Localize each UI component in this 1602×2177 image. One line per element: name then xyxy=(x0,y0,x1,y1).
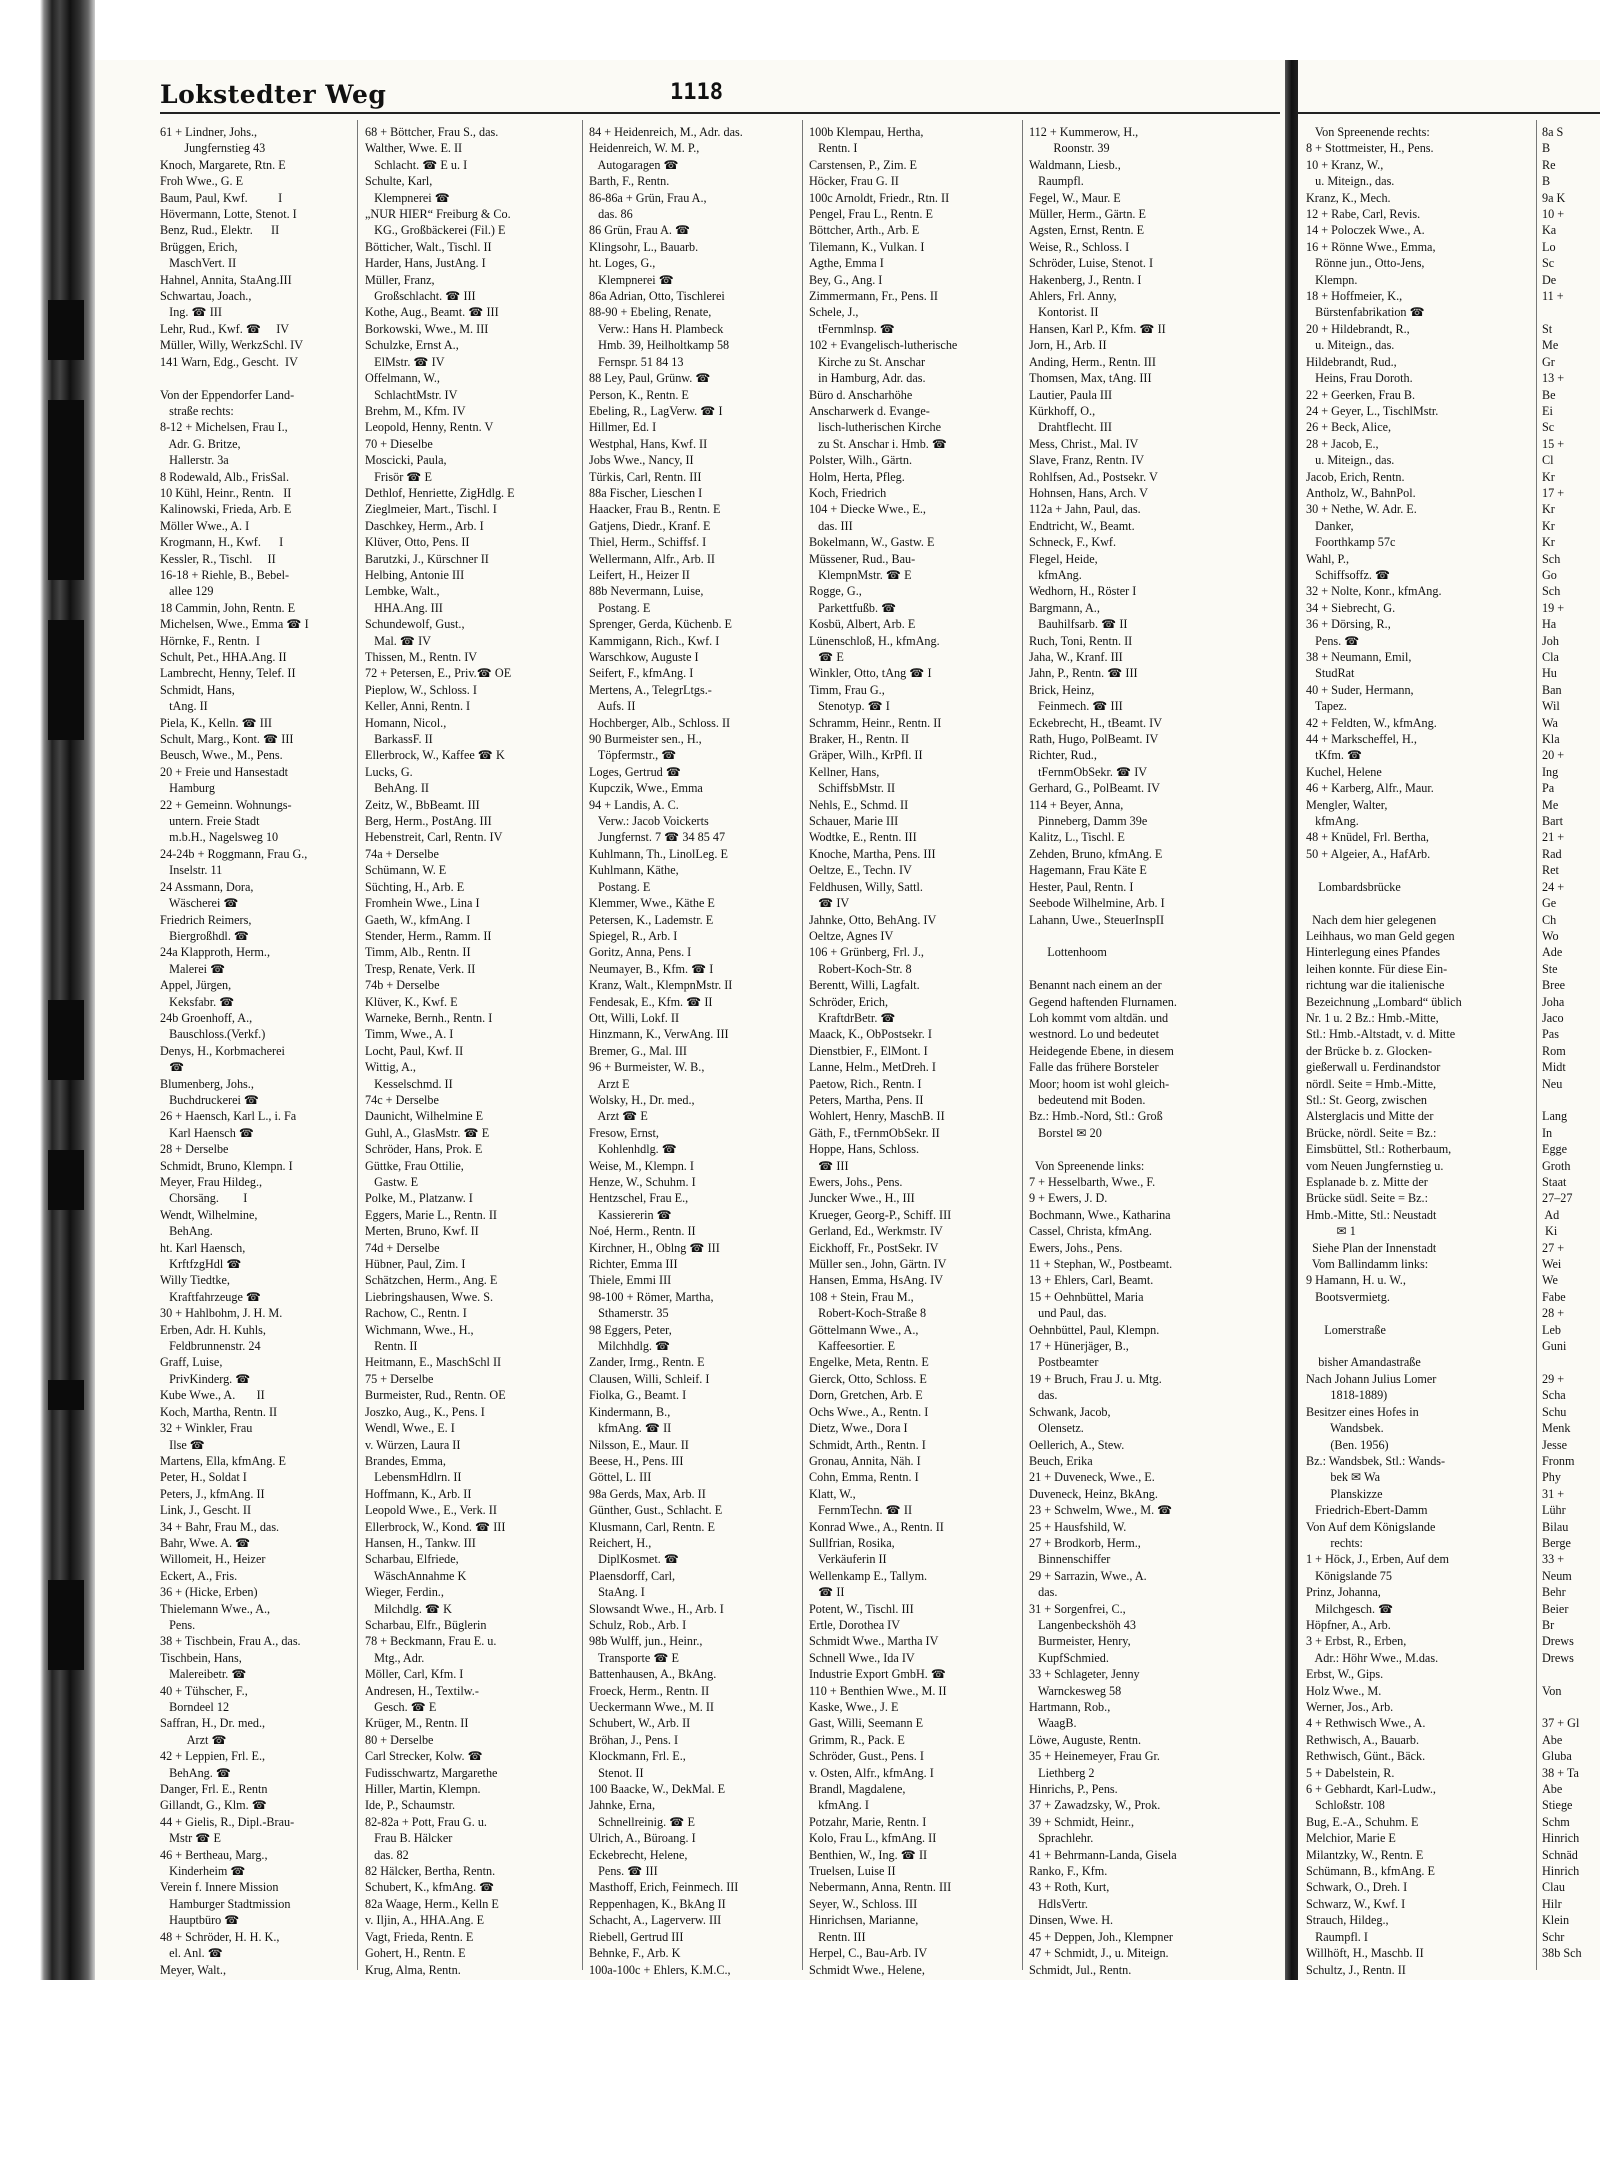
directory-column-4: 100b Klempau, Hertha, Rentn. I Carstensen, P., Zim. E Höcker, Frau G. II 100c Arnoldt, Friedr., Rtn. II Pengel, Frau L., Rentn. E Böttcher, Arth., Arb. E Tilemann, K., Vulkan. I Agthe, Emma I Bey, G., Ang. I Zimmermann, Fr., Pens. II Schele, J., tFernmlnsp. ☎ 102 + Evangelisch-lutherische Kirche zu St. Anschar in Hamburg, Adr. das. Büro d. Anscharhöhe Anscharwerk d. Evange- lisch-lutherischen Kirche zu St. Anschar i. Hmb. ☎ Polster, Wilh., Gärtn. Holm, Herta, Pfleg. Koch, Friedrich 104 + Diecke Wwe., E., das. III Bokelmann, W., Gastw. E Müssener, Rud., Bau- KlempnMstr. ☎ E Rogge, G., Parkettfußb. ☎ Kosbü, Albert, Arb. E Lünenschloß, H., kfmAng. ☎ E Winkler, Otto, tAng ☎ I Timm, Frau G., Stenotyp. ☎ I Schramm, Heinr., Rentn. II Braker, H., Rentn. II Gräper, Wilh., KrPfl. II Kellner, Hans, SchiffsbMstr. II Nehls, E., Schmd. II Schauer, Marie III Wodtke, E., Rentn. III Knoche, Martha, Pens. III Oeltze, E., Techn. IV Feldhusen, Willy, Sattl. ☎ IV Jahnke, Otto, BehAng. IV Oeltze, Agnes IV 106 + Grünberg, Frl. J., Robert-Koch-Str. 8 Berentt, Willi, Lagfalt. Schröder, Erich, KraftdrBetr. ☎ Maack, K., ObPostsekr. I Dienstbier, F., ElMont. I Lanne, Helm., MetDreh. I Paetow, Rich., Rentn. I Peters, Martha, Pens. II Wohlert, Henry, MaschB. II Gäth, F., tFernmObSekr. II Hoppe, Hans, Schloss. ☎ III Ewers, Johs., Pens. Juncker Wwe., H., III Krueger, Georg-P., Schiff. III Gerland, Ed., Werkmstr. IV Eickhoff, Fr., PostSekr. IV Müller sen., John, Gärtn. IV Hansen, Emma, HsAng. IV 108 + Stein, Frau M., Robert-Koch-Straße 8 Göttelmann Wwe., A., Kaffeesortier. E Engelke, Meta, Rentn. E Gierck, Otto, Schloss. E Dorn, Gretchen, Arb. E Ochs Wwe., A., Rentn. I Dietz, Wwe., Dora I Schmidt, Arth., Rentn. I Gronau, Annita, Näh. I Cohn, Emma, Rentn. I Klatt, W., FernmTechn. ☎ II Konrad Wwe., A., Rentn. II Sullfrian, Rosika, Verkäuferin II Wellenkamp E., Tallym. ☎ II Potent, W., Tischl. III Ertle, Dorothea IV Schmidt Wwe., Martha IV Schnell Wwe., Ida IV Industrie Export GmbH. ☎ 110 + Benthien Wwe., M. II Kaske, Wwe., J. E Gast, Willi, Seemann E Grimm, R., Pack. E Schröder, Gust., Pens. I v. Osten, Alfr., kfmAng. I Brandl, Magdalene, kfmAng. I Potzahr, Marie, Rentn. I Kolo, Frau L., kfmAng. II Benthien, W., Ing. ☎ II Truelsen, Luise II Nebermann, Anna, Rentn. III Seyer, W., Schloss. III Hinrichsen, Marianne, Rentn. III Herpel, C., Bau-Arb. IV Schmidt Wwe., Helene, xyxy=(809,125,958,1977)
binding-mark xyxy=(48,620,84,740)
facing-page xyxy=(1298,60,1600,1980)
directory-column-5: 112 + Kummerow, H., Roonstr. 39 Waldmann, Liesb., Raumpfl. Fegel, W., Maur. E Müller, Herm., Gärtn. E Agsten, Ernst, Rentn. E Weise, R., Schloss. I Schröder, Luise, Stenot. I Hakenberg, J., Rentn. I Ahlers, Frl. Anny, Kontorist. II Hansen, Karl P., Kfm. ☎ II Jorn, H., Arb. II Anding, Herm., Rentn. III Thomsen, Max, tAng. III Lautier, Paula III Kürkhoff, O., Drahtflecht. III Mess, Christ., Mal. IV Slave, Franz, Rentn. IV Rohlfsen, Ad., Postsekr. V Hohnsen, Hans, Arch. V 112a + Jahn, Paul, das. Endtricht, W., Beamt. Schneck, F., Kwf. Flegel, Heide, kfmAng. Wedhorn, H., Röster I Bargmann, A., Bauhilfsarb. ☎ II Ruch, Toni, Rentn. II Jaha, W., Kranf. III Jahn, P., Rentn. ☎ III Brick, Heinz, Feinmech. ☎ III Eckebrecht, H., tBeamt. IV Rath, Hugo, PolBeamt. IV Richter, Rud., tFernmObSekr. ☎ IV Gerhard, G., PolBeamt. IV 114 + Beyer, Anna, Pinneberg, Damm 39e Kalitz, L., Tischl. E Zehden, Bruno, kfmAng. E Hagemann, Frau Käte E Hester, Paul, Rentn. I Seebode Wilhelmine, Arb. I Lahann, Uwe., SteuerInspII Lottenhoom Benannt nach einem an der Gegend haftenden Flurnamen. Loh kommt vom altdän. und westnord. Lo und bedeutet Heidegende Ebene, in diesem Falle das frühere Borsteler Moor; hoom ist wohl gleich- bedeutend mit Boden. Bz.: Hmb.-Nord, Stl.: Groß Borstel ✉ 20 Von Spreenende links: 7 + Hesselbarth, Wwe., F. 9 + Ewers, J. D. Bochmann, Wwe., Katharina Cassel, Christa, kfmAng. Ewers, Johs., Pens. 11 + Stephan, W., Postbeamt. 13 + Ehlers, Carl, Beamt. 15 + Oehnbüttel, Maria und Paul, das. Oehnbüttel, Paul, Klempn. 17 + Hünerjäger, B., Postbeamter 19 + Bruch, Frau J. u. Mtg. das. Schwank, Jacob, Olensetz. Oellerich, A., Stew. Beuch, Erika 21 + Duveneck, Wwe., E. Duveneck, Heinz, BkAng. 23 + Schwelm, Wwe., M. ☎ 25 + Hausfshild, W. 27 + Brodkorb, Herm., Binnenschiffer 29 + Sarrazin, Wwe., A. das. 31 + Sorgenfrei, C., Langenbeckshöh 43 Burmeister, Henry, KupfSchmied. 33 + Schlageter, Jenny Warnckesweg 58 Hartmann, Rob., WaagB. Löwe, Auguste, Rentn. 35 + Heinemeyer, Frau Gr. Liethberg 2 Hinrichs, P., Pens. 37 + Zawadzsky, W., Prok. 39 + Schmidt, Heinr., Sprachlehr. 41 + Behrmann-Landa, Gisela Ranko, F., Kfm. 43 + Roth, Kurt, HdlsVertr. Dinsen, Wwe. H. 45 + Deppen, Joh., Klempner 47 + Schmidt, J., u. Miteign. Schmidt, Jul., Rentn. xyxy=(1029,125,1177,1977)
binding-mark xyxy=(48,1000,84,1080)
binding-mark xyxy=(48,1580,84,1670)
directory-page xyxy=(95,60,1285,1980)
binding-mark xyxy=(48,300,84,360)
column-divider xyxy=(357,120,358,1970)
binding-mark xyxy=(48,1380,84,1410)
binding-mark xyxy=(48,1150,84,1210)
book-binding-edge xyxy=(0,0,95,2000)
page-gutter xyxy=(1285,60,1298,1980)
scan-margin-bottom xyxy=(0,1980,1600,2177)
directory-column-1: 61 + Lindner, Johs., Jungfernstieg 43 Knoch, Margarete, Rtn. E Froh Wwe., G. E Baum, Paul, Kwf. I Hövermann, Lotte, Stenot. I Benz, Rud., Elektr. II Brüggen, Erich, MaschVert. II Hahnel, Annita, StaAng.III Schwartau, Joach., Ing. ☎ III Lehr, Rud., Kwf. ☎ IV Müller, Willy, WerkzSchl. IV 141 Warn, Edg., Gescht. IV Von der Eppendorfer Land- straße rechts: 8-12 + Michelsen, Frau I., Adr. G. Britze, Hallerstr. 3a 8 Rodewald, Alb., FrisSal. 10 Kühl, Heinr., Rentn. II Kalinowski, Frieda, Arb. E Möller Wwe., A. I Krogmann, H., Kwf. I Kessler, R., Tischl. II 16-18 + Riehle, B., Bebel- allee 129 18 Cammin, John, Rentn. E Michelsen, Wwe., Emma ☎ I Hörnke, F., Rentn. I Schult, Pet., HHA.Ang. II Lambrecht, Henny, Telef. II Schmidt, Hans, tAng. II Piela, K., Kelln. ☎ III Schult, Marg., Kont. ☎ III Beusch, Wwe., M., Pens. 20 + Freie und Hansestadt Hamburg 22 + Gemeinn. Wohnungs- untern. Freie Stadt m.b.H., Nagelsweg 10 24-24b + Roggmann, Frau G., Inselstr. 11 24 Assmann, Dora, Wäscherei ☎ Friedrich Reimers, Biergroßhdl. ☎ 24a Klapproth, Herm., Malerei ☎ Appel, Jürgen, Keksfabr. ☎ 24b Groenhoff, A., Bauschloss.(Verkf.) Denys, H., Korbmacherei ☎ Blumenberg, Johs., Buchdruckerei ☎ 26 + Haensch, Karl L., i. Fa Karl Haensch ☎ 28 + Derselbe Schmidt, Bruno, Klempn. I Meyer, Frau Hildeg., Chorsäng. I Wendt, Wilhelmine, BehAng. ht. Karl Haensch, KrftfzgHdl ☎ Willy Tiedtke, Kraftfahrzeuge ☎ 30 + Hahlbohm, J. H. M. Erben, Adr. H. Kuhls, Feldbrunnenstr. 24 Graff, Luise, PrivKinderg. ☎ Kube Wwe., A. II Koch, Martha, Rentn. II 32 + Winkler, Frau Ilse ☎ Martens, Ella, kfmAng. E Peter, H., Soldat I Peters, J., kfmAng. II Link, J., Gescht. II 34 + Bahr, Frau M., das. Bahr, Wwe. A. ☎ Willomeit, H., Heizer Eckert, A., Fris. 36 + (Hicke, Erben) Thielemann Wwe., A., Pens. 38 + Tischbein, Frau A., das. Tischbein, Hans, Malereibetr. ☎ 40 + Tühscher, F., Borndeel 12 Saffran, H., Dr. med., Arzt ☎ 42 + Leppien, Frl. E., BehAng. ☎ Danger, Frl. E., Rentn Gillandt, G., Klm. ☎ 44 + Gielis, R., Dipl.-Brau- Mstr ☎ E 46 + Bertheau, Marg., Kinderheim ☎ Verein f. Innere Mission Hamburger Stadtmission Hauptbüro ☎ 48 + Schröder, H. H. K., el. Anl. ☎ Meyer, Walt., xyxy=(160,125,309,1977)
column-divider xyxy=(1536,120,1537,1970)
directory-column-7-cut: 8a S B Re B 9a K 10 + Ka Lo Sc De 11 + St Me Gr 13 + Be Ei Sc 15 + Cl Kr 17 + Kr Kr Kr Sch Go Sch 19 + Ha Joh Cla Hu Ban Wil Wa Kla 20 + Ing Pa Me Bart 21 + Rad Ret 24 + Ge Ch Wo Ade Ste Bree Joha Jaco Pas Rom Midt Neu Lang In Egge Groth Staat 27–27 Ad Ki 27 + Wei We Fabe 28 + Leb Guni 29 + Scha Schu Menk Jesse Fronm Phy 31 + Lühr Bilau Berge 33 + Neum Behr Beier Br Drews Drews Von 37 + Gl Abe Gluba 38 + Ta Abe Stiege Schm Hinrich Schnäd Hinrich Clau Hilr Klein Schr 38b Sch xyxy=(1542,125,1582,1961)
header-rule xyxy=(160,112,1280,114)
directory-column-2: 68 + Böttcher, Frau S., das. Walther, Wwe. E. II Schlacht. ☎ E u. I Schulte, Karl, Klempnerei ☎ „NUR HIER“ Freiburg & Co. KG., Großbäckerei (Fil.) E Bötticher, Walt., Tischl. II Harder, Hans, JustAng. I Müller, Franz, Großschlacht. ☎ III Kothe, Aug., Beamt. ☎ III Borkowski, Wwe., M. III Schulzke, Ernst A., ElMstr. ☎ IV Offelmann, W., SchlachtMstr. IV Brehm, M., Kfm. IV Leopold, Henny, Rentn. V 70 + Dieselbe Moscicki, Paula, Frisör ☎ E Dethlof, Henriette, ZigHdlg. E Zieglmeier, Mart., Tischl. I Daschkey, Herm., Arb. I Klüver, Otto, Pens. II Barutzki, J., Kürschner II Helbing, Antonie III Lembke, Walt., HHA.Ang. III Schundewolf, Gust., Mal. ☎ IV Thissen, M., Rentn. IV 72 + Petersen, E., Priv.☎ OE Pieplow, W., Schloss. I Keller, Anni, Rentn. I Homann, Nicol., BarkassF. II Ellerbrock, W., Kaffee ☎ K Lucks, G. BehAng. II Zeitz, W., BbBeamt. III Berg, Herm., PostAng. III Hebenstreit, Carl, Rentn. IV 74a + Derselbe Schümann, W. E Süchting, H., Arb. E Fromhein Wwe., Lina I Gaeth, W., kfmAng. I Stender, Herm., Ramm. II Timm, Alb., Rentn. II Tresp, Renate, Verk. II 74b + Derselbe Klüver, K., Kwf. E Warneke, Bernh., Rentn. I Timm, Wwe., A. I Locht, Paul, Kwf. II Wittig, A., Kesselschmd. II 74c + Derselbe Daunicht, Wilhelmine E Guhl, A., GlasMstr. ☎ E Schröder, Hans, Prok. E Güttke, Frau Ottilie, Gastw. E Polke, M., Platzanw. I Eggers, Marie L., Rentn. II Merten, Bruno, Kwf. II 74d + Derselbe Hübner, Paul, Zim. I Schätzchen, Herm., Ang. E Liebringshausen, Wwe. S. Rachow, C., Rentn. I Wichmann, Wwe., H., Rentn. II Heitmann, E., MaschSchl II 75 + Derselbe Burmeister, Rud., Rentn. OE Joszko, Aug., K., Pens. I Wendl, Wwe., E. I v. Würzen, Laura II Brandes, Emma, LebensmHdlrn. II Hoffmann, K., Arb. II Leopold Wwe., E., Verk. II Ellerbrock, W., Kond. ☎ III Hansen, H., Tankw. III Scharbau, Elfriede, WäschAnnahme K Wieger, Ferdin., Milchdlg. ☎ K Scharbau, Elfr., Büglerin 78 + Beckmann, Frau E. u. Mtg., Adr. Möller, Carl, Kfm. I Andresen, H., Textilw.- Gesch. ☎ E Krüger, M., Rentn. II 80 + Derselbe Carl Strecker, Kolw. ☎ Fudisschwartz, Margarethe Hiller, Martin, Klempn. Ide, P., Schaumstr. 82-82a + Pott, Frau G. u. Frau B. Hälcker das. 82 82 Hälcker, Bertha, Rentn. Schubert, K., kfmAng. ☎ 82a Waage, Herm., Kelln E v. Iljin, A., HHA.Ang. E Vagt, Frieda, Rentn. E Gohert, H., Rentn. E Krug, Alma, Rentn. xyxy=(365,125,515,1977)
directory-column-3: 84 + Heidenreich, M., Adr. das. Heidenreich, W. M. P., Autogaragen ☎ Barth, F., Rentn. 86-86a + Grün, Frau A., das. 86 86 Grün, Frau A. ☎ Klingsohr, L., Bauarb. ht. Loges, G., Klempnerei ☎ 86a Adrian, Otto, Tischlerei 88-90 + Ebeling, Renate, Verw.: Hans H. Plambeck Hmb. 39, Heilholtkamp 58 Fernspr. 51 84 13 88 Ley, Paul, Grünw. ☎ Person, K., Rentn. E Ebeling, R., LagVerw. ☎ I Hillmer, Ed. I Westphal, Hans, Kwf. II Jobs Wwe., Nancy, II Türkis, Carl, Rentn. III 88a Fischer, Lieschen I Haacker, Frau B., Rentn. E Gatjens, Diedr., Kranf. E Thiel, Herm., Schiffsf. I Wellermann, Alfr., Arb. II Leifert, H., Heizer II 88b Nevermann, Luise, Postang. E Sprenger, Gerda, Küchenb. E Kammigann, Rich., Kwf. I Warschkow, Auguste I Seifert, F., kfmAng. I Mertens, A., TelegrLtgs.- Aufs. II Hochberger, Alb., Schloss. II 90 Burmeister sen., H., Töpfermstr., ☎ Loges, Gertrud ☎ Kupczik, Wwe., Emma 94 + Landis, A. C. Verw.: Jacob Voickerts Jungfernst. 7 ☎ 34 85 47 Kuhlmann, Th., LinolLeg. E Kuhlmann, Käthe, Postang. E Klemmer, Wwe., Käthe E Petersen, K., Lademstr. E Spiegel, R., Arb. I Goritz, Anna, Pens. I Neumayer, B., Kfm. ☎ I Kranz, Walt., KlempnMstr. II Fendesak, E., Kfm. ☎ II Ott, Willi, Lokf. II Hinzmann, K., VerwAng. III Bremer, G., Mal. III 96 + Burmeister, W. B., Arzt E Wolsky, H., Dr. med., Arzt ☎ E Fresow, Ernst, Kohlenhdlg. ☎ Weise, M., Klempn. I Henze, W., Schuhm. I Hentzschel, Frau E., Kassiererin ☎ Noé, Herm., Rentn. II Kirchner, H., Oblng ☎ III Richter, Emma III Thiele, Emmi III 98-100 + Römer, Martha, Sthamerstr. 35 98 Eggers, Peter, Milchhdlg. ☎ Zander, Irmg., Rentn. E Clausen, Willi, Schleif. I Fiolka, G., Beamt. I Kindermann, B., kfmAng. ☎ II Nilsson, E., Maur. II Beese, H., Pens. III Göttel, L. III 98a Gerds, Max, Arb. II Günther, Gust., Schlacht. E Klusmann, Carl, Rentn. E Reichert, H., DiplKosmet. ☎ Plaensdorff, Carl, StaAng. I Slowsandt Wwe., H., Arb. I Schulz, Rob., Arb. I 98b Wulff, jun., Heinr., Transporte ☎ E Battenhausen, A., BkAng. Froeck, Herm., Rentn. II Ueckermann Wwe., M. II Schubert, W., Arb. II Bröhan, J., Pens. I Klockmann, Frl. E., Stenot. II 100 Baacke, W., DekMal. E Jahnke, Erna, Schnellreinig. ☎ E Ulrich, A., Büroang. I Eckebrecht, Helene, Pens. ☎ III Masthoff, Erich, Feinmech. III Reppenhagen, K., BkAng II Schacht, A., Lagerverw. III Riebell, Gertrud III Behnke, F., Arb. K 100a-100c + Ehlers, K.M.C., xyxy=(589,125,743,1977)
column-divider xyxy=(1022,120,1023,1970)
header-rule xyxy=(1298,112,1600,114)
binding-mark xyxy=(48,400,84,580)
page-number: 1118 xyxy=(670,80,723,105)
column-divider xyxy=(582,120,583,1970)
running-head-street: Lokstedter Weg xyxy=(160,80,387,109)
column-divider xyxy=(802,120,803,1970)
directory-column-6: Von Spreenende rechts: 8 + Stottmeister, H., Pens. 10 + Kranz, W., u. Miteign., das. Kranz, K., Mech. 12 + Rabe, Carl, Revis. 14 + Poloczek Wwe., A. 16 + Rönne Wwe., Emma, Rönne jun., Otto-Jens, Klempn. 18 + Hoffmeier, K., Bürstenfabrikation ☎ 20 + Hildebrandt, R., u. Miteign., das. Hildebrandt, Rud., Heins, Frau Doroth. 22 + Geerken, Frau B. 24 + Geyer, L., TischlMstr. 26 + Beck, Alice, 28 + Jacob, E., u. Miteign., das. Jacob, Erich, Rentn. Antholz, W., BahnPol. 30 + Nethe, W. Adr. E. Danker, Foorthkamp 57c Wahl, P., Schiffsoffz. ☎ 32 + Nolte, Konr., kfmAng. 34 + Siebrecht, G. 36 + Dörsing, R., Pens. ☎ 38 + Neumann, Emil, StudRat 40 + Suder, Hermann, Tapez. 42 + Feldten, W., kfmAng. 44 + Markscheffel, H., tKfm. ☎ Kuchel, Helene 46 + Karberg, Alfr., Maur. Mengler, Walter, kfmAng. 48 + Knüdel, Frl. Bertha, 50 + Algeier, A., HafArb. Lombardsbrücke Nach dem hier gelegenen Leihhaus, wo man Geld gegen Hinterlegung eines Pfandes leihen konnte. Für diese Ein- richtung war die italienische Bezeichnung „Lombard“ üblich Nr. 1 u. 2 Bz.: Hmb.-Mitte, Stl.: Hmb.-Altstadt, v. d. Mitte der Brücke b. z. Glocken- gießerwall u. Ferdinandstor nördl. Seite = Hmb.-Mitte, Stl.: St. Georg, zwischen Alsterglacis und Mitte der Brücke, nördl. Seite = Bz.: Eimsbüttel, Stl.: Rotherbaum, vom Neuen Jungfernstieg u. Esplanade b. z. Mitte der Brücke südl. Seite = Bz.: Hmb.-Mitte, Stl.: Neustadt ✉ 1 Siehe Plan der Innenstadt Vom Ballindamm links: 9 Hamann, H. u. W., Bootsvermietg. Lomerstraße bisher Amandastraße Nach Johann Julius Lomer 1818-1889) Besitzer eines Hofes in Wandsbek. (Ben. 1956) Bz.: Wandsbek, Stl.: Wands- bek ✉ Wa Planskizze Friedrich-Ebert-Damm Von Auf dem Königslande rechts: 1 + Höck, J., Erben, Auf dem Königslande 75 Prinz, Johanna, Milchgesch. ☎ Höpfner, A., Arb. 3 + Erbst, R., Erben, Adr.: Höhr Wwe., M.das. Erbst, W., Gips. Holz Wwe., M. Werner, Jos., Arb. 4 + Rethwisch Wwe., A. Rethwisch, A., Bauarb. Rethwisch, Günt., Bäck. 5 + Dabelstein, R. 6 + Gebhardt, Karl-Ludw., Schloßstr. 108 Bug, E.-A., Schuhm. E Melchior, Marie E Milantzky, W., Rentn. E Schümann, B., kfmAng. E Schwark, O., Dreh. I Schwarz, W., Kwf. I Strauch, Hildeg., Raumpfl. I Willhöft, H., Maschb. II Schultz, J., Rentn. II xyxy=(1306,125,1462,1977)
